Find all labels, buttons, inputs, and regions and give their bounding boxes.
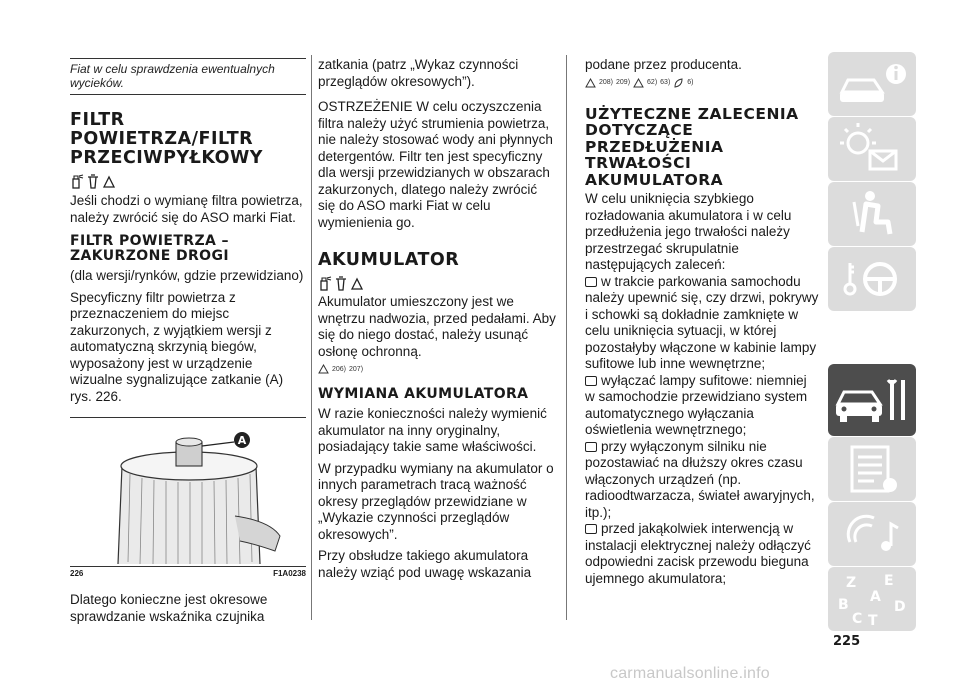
bullet-item-4 <box>585 521 820 587</box>
bullet-icon <box>585 442 597 452</box>
heading-dusty-roads: FILTR POWIETRZA – ZAKURZONE DROGI <box>70 233 229 264</box>
index-letter-b: B <box>838 597 849 613</box>
paragraph-check-indicator: Dlatego konieczne jest okresowe sprawdzanie wskaźnika czujnika <box>70 592 268 624</box>
ref-63: 63) <box>660 79 671 86</box>
bullet-item-3 <box>585 439 820 522</box>
recycle-icon <box>102 174 116 189</box>
column-1 <box>70 0 306 625</box>
tab-safety[interactable] <box>828 182 916 246</box>
reference-marks <box>318 362 556 376</box>
paragraph-battery-location: Akumulator umieszczony jest we wnętrzu nadwozia, przed pedałami. Aby się do niego dostać, należy usunąć osłonę ochronną. <box>318 294 556 359</box>
paragraph-versions: (dla wersji/rynków, gdzie przewidziano) <box>70 268 304 283</box>
ref-6: 6) <box>687 79 694 86</box>
airbag-seat-icon <box>828 182 916 246</box>
column-3 <box>585 0 820 587</box>
heading-battery: AKUMULATOR <box>318 250 460 270</box>
bin-icon <box>86 174 100 189</box>
bullet-item-2 <box>585 373 820 439</box>
car-wrench-icon <box>828 364 916 436</box>
multimedia-icon <box>828 502 916 566</box>
tab-maintenance-active[interactable] <box>828 364 916 436</box>
bullet-text-1: w trakcie parkowania samochodu należy upewnić się, czy drzwi, pokrywy i schowki są dokładnie zamknięte w celu uniknięcia sytuacji, w której pozostałyby włączone w kabinie lampy sufitowe lub inne wewnętrzne; <box>585 273 819 371</box>
figure-caption <box>70 569 306 578</box>
bullet-icon <box>585 524 597 534</box>
tab-starting-driving[interactable] <box>828 247 916 311</box>
tab-multimedia[interactable] <box>828 502 916 566</box>
bullet-icon <box>585 277 597 287</box>
figure-number: 226 <box>70 569 84 578</box>
spray-can-icon <box>70 174 84 189</box>
caution-triangle-icon <box>633 78 644 88</box>
paragraph-warning: OSTRZEŻENIE W celu oczyszczenia filtra należy użyć strumienia powietrza, nie należy stosować wody ani płynnych detergentów. Filtr ten jest specyficzny dla wersji przewidzianych w obszarach zakurzonych, dlatego należy zwrócić się do ASO marki Fiat w celu wymienienia go. <box>318 99 553 230</box>
paragraph-aso: Jeśli chodzi o wymianę filtra powietrza, należy zwrócić się do ASO marki Fiat. <box>70 193 303 225</box>
bullet-icon <box>585 376 597 386</box>
paragraph-replace-different: W przypadku wymiany na akumulator o innych parametrach tracą ważność okresy przeglądów przewidziane w „Wykazie czynności przeglądów okresowych”. <box>318 460 554 542</box>
note-box: Fiat w celu sprawdzenia ewentualnych wycieków. <box>70 58 306 95</box>
ref-208: 208) <box>599 79 614 86</box>
bin-icon <box>334 276 348 291</box>
index-letter-d: D <box>894 599 906 615</box>
environment-icon <box>673 78 684 88</box>
figure-226 <box>70 426 306 566</box>
index-letter-z: Z <box>846 575 857 591</box>
page-number: 225 <box>833 634 861 649</box>
figure-code: F1A0238 <box>273 569 306 578</box>
ref-206: 206) <box>332 365 347 373</box>
dashboard-warning-icon <box>828 117 916 181</box>
figure-top-rule <box>70 417 306 418</box>
heading-battery-replacement: WYMIANA AKUMULATORA <box>318 386 529 402</box>
index-letters-icon <box>828 567 916 631</box>
service-icons <box>70 171 306 189</box>
tab-dashboard-warnings[interactable] <box>828 117 916 181</box>
tab-specifications[interactable] <box>828 437 916 501</box>
tab-car-info[interactable] <box>828 52 916 116</box>
ref-209: 209) <box>616 79 631 86</box>
paragraph-handling: Przy obsłudze takiego akumulatora należy wziąć pod uwagę wskazania <box>318 548 532 580</box>
paragraph-specific-filter: Specyficzny filtr powietrza z przeznaczeniem do miejsc zakurzonych, z wyjątkiem wersji z automatyczną skrzynią biegów, wyposażony jest w urządzenie wizualne sygnalizujące zatkanie (A) rys. 226. <box>70 289 284 404</box>
paragraph-manufacturer: podane przez producenta. <box>585 57 742 72</box>
reference-marks <box>585 76 820 90</box>
heading-battery-life-tips: UŻYTECZNE ZALECENIA DOTYCZĄCE PRZEDŁUŻENIA TRWAŁOŚCI AKUMULATORA <box>585 104 799 189</box>
bullet-text-4: przed jakąkolwiek interwencją w instalacji elektrycznej należy odłączyć odpowiedni zacisk przewodu bieguna ujemnego akumulatora; <box>585 521 811 586</box>
paragraph-tips-intro: W celu uniknięcia szybkiego rozładowania akumulatora i w celu przedłużenia jego trwałości należy przestrzegać skrupulatnie następujących zaleceń: <box>585 191 792 272</box>
index-letter-c: C <box>852 611 863 627</box>
steering-key-icon <box>828 247 916 311</box>
battery-service-icons <box>318 273 556 291</box>
bullet-item-1 <box>585 274 820 373</box>
callout-label-a: A <box>237 434 247 447</box>
watermark-footer: carmanualsonline.info <box>610 665 770 682</box>
warning-triangle-icon <box>318 364 329 374</box>
ref-207: 207) <box>349 365 364 373</box>
ref-62: 62) <box>647 79 658 86</box>
heading-air-filter: FILTR POWIETRZA/FILTR PRZECIWPYŁKOWY <box>70 110 263 168</box>
column-divider-2 <box>566 55 567 620</box>
recycle-icon <box>350 276 364 291</box>
paragraph-clogging: zatkania (patrz „Wykaz czynności przeglądów okresowych”). <box>318 57 519 89</box>
paragraph-replace-original: W razie konieczności należy wymienić akumulator na inny oryginalny, posiadający takie same właściwości. <box>318 406 547 454</box>
air-filter-illustration <box>70 426 306 566</box>
figure-bottom-rule <box>70 566 306 567</box>
column-2 <box>318 0 556 581</box>
index-letter-t: T <box>868 613 878 629</box>
car-info-icon <box>828 52 916 116</box>
column-divider-1 <box>311 55 312 620</box>
index-letter-a: A <box>870 589 881 605</box>
index-letter-e: E <box>884 573 894 589</box>
spec-list-icon <box>828 437 916 501</box>
bullet-text-3: przy wyłączonym silniku nie pozostawiać na dłuższy okres czasu włączonych urządzeń (np. radioodtwarzacza, świateł awaryjnych, itp.); <box>585 438 815 520</box>
bullet-text-2: wyłączać lampy sufitowe: niemniej w samochodzie przewidziano system automatycznego wyłączania oświetlenia wewnętrznego; <box>585 372 808 437</box>
warning-triangle-icon <box>585 78 596 88</box>
spray-can-icon <box>318 276 332 291</box>
tab-index[interactable] <box>828 567 916 631</box>
